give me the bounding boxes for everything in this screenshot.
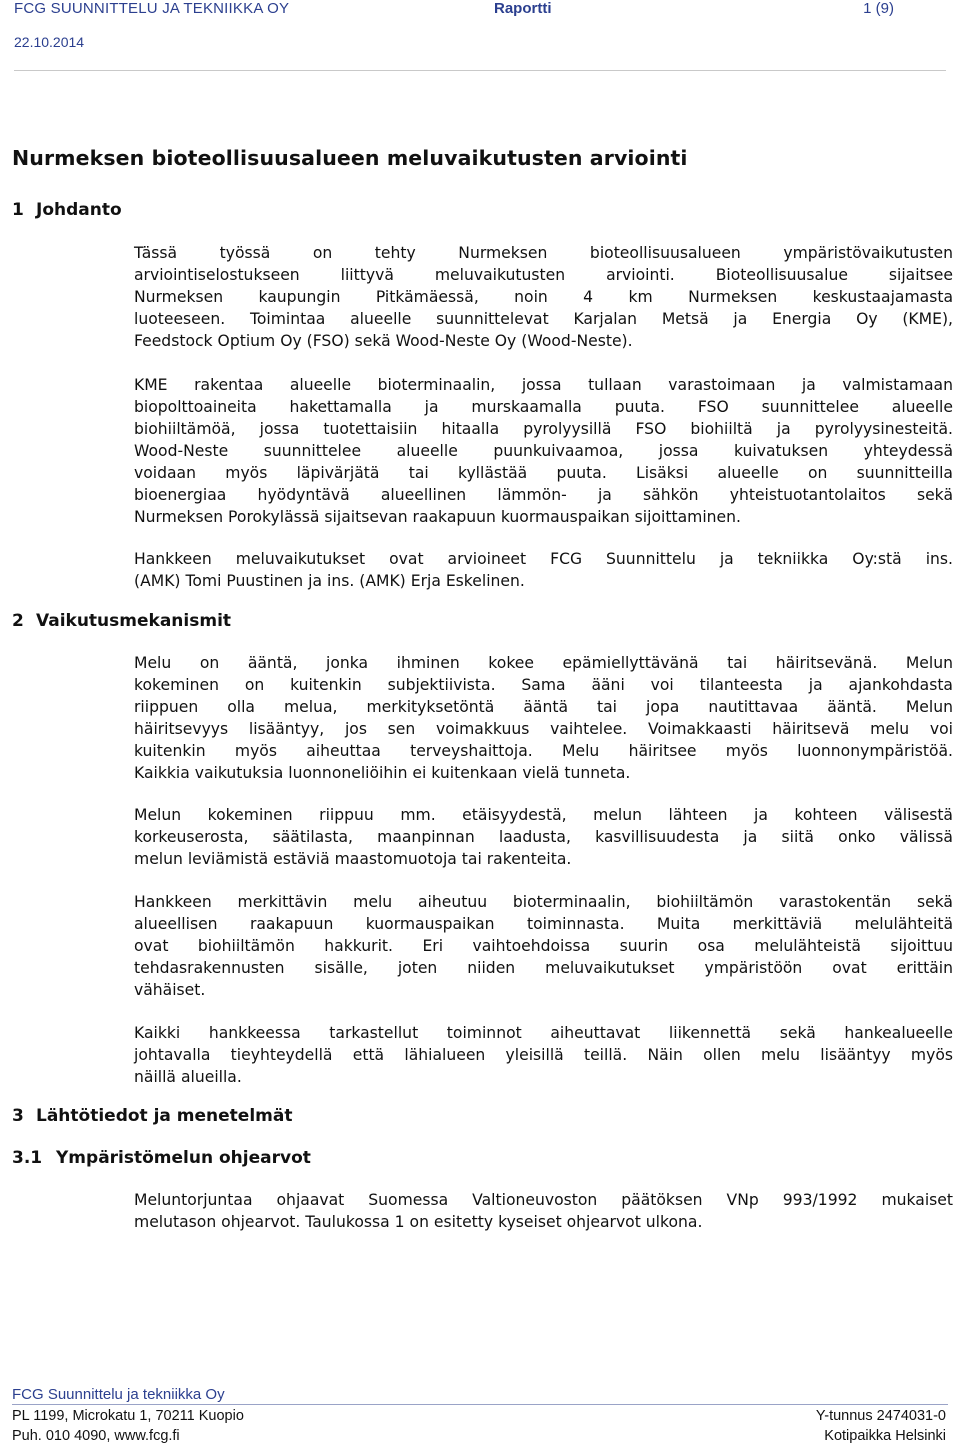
text-line: biopolttoaineita hakettamalla ja murskaamalla puuta. FSO suunnittelee alueelle xyxy=(134,398,953,416)
text-line: häiritsevyys lisääntyy, jos sen voimakkuus vaihtelee. Voimakkaasti häiritsevä melu voi xyxy=(134,720,953,738)
paragraph xyxy=(134,374,953,528)
section-heading-johdanto xyxy=(12,200,122,220)
paragraph xyxy=(134,1189,953,1233)
section-number: 3.1 xyxy=(12,1148,43,1168)
section-heading-vaikutusmekanismit xyxy=(12,611,231,631)
footer-contact xyxy=(12,1406,244,1446)
text-line: Tässä työssä on tehty Nurmeksen bioteollisuusalueen ympäristövaikutusten xyxy=(134,244,953,262)
text-line: Kaikki hankkeessa tarkastellut toiminnot aiheuttavat liikennettä sekä hankealueelle xyxy=(134,1024,953,1042)
section-number: 2 xyxy=(12,611,24,631)
header-divider xyxy=(14,70,946,71)
section-title: Vaikutusmekanismit xyxy=(36,611,232,631)
paragraph xyxy=(134,891,953,1001)
text-line: Wood-Neste suunnittelee alueelle puunkuivaamoa, jossa kuivatuksen yhteydessä xyxy=(134,442,953,460)
text-line: biohiiltämöä, jossa tuotettaisiin hitaalla pyrolyysillä FSO biohiiltä ja pyrolyysinesteitä. xyxy=(134,420,953,438)
footer-business-id: Y-tunnus 2474031-0 xyxy=(815,1408,946,1424)
header-page-number: 1 (9) xyxy=(863,0,894,17)
document-title: Nurmeksen bioteollisuusalueen meluvaikutusten arviointi xyxy=(12,146,688,170)
text-line: luoteeseen. Toimintaa alueelle suunnittelevat Karjalan Metsä ja Energia Oy (KME), xyxy=(134,310,953,328)
text-line: bioenergiaa hyödyntävä alueellinen lämmön- ja sähkön yhteistuotantolaitos sekä xyxy=(134,486,953,504)
footer-company: FCG Suunnittelu ja tekniikka Oy xyxy=(12,1386,225,1403)
footer-registration xyxy=(816,1406,946,1446)
subsection-heading-ohjearvot xyxy=(12,1148,311,1168)
text-line: melun leviämistä estäviä maastomuotoja tai rakenteita. xyxy=(134,850,572,868)
text-line: Nurmeksen kaupungin Pitkämäessä, noin 4 km Nurmeksen keskustaajamasta xyxy=(134,288,953,306)
paragraph xyxy=(134,1022,953,1088)
text-line: Nurmeksen Porokylässä sijaitsevan raakapuun kuormauspaikan sijoittaminen. xyxy=(134,508,741,526)
text-line: korkeuserosta, säätilasta, maanpinnan laadusta, kasvillisuudesta ja siitä onko välissä xyxy=(134,828,953,846)
text-line: vähäiset. xyxy=(134,981,206,999)
footer-address: PL 1199, Microkatu 1, 70211 Kuopio xyxy=(12,1408,244,1424)
footer-divider xyxy=(12,1404,948,1405)
paragraph xyxy=(134,548,953,592)
footer-phone-web: Puh. 010 4090, www.fcg.fi xyxy=(12,1428,180,1444)
paragraph xyxy=(134,242,953,352)
section-heading-lahtotiedot xyxy=(12,1106,292,1126)
section-title: Johdanto xyxy=(36,200,122,220)
paragraph xyxy=(134,652,953,784)
text-line: riippuen olla melua, merkityksetöntä ääntä tai jopa nautittavaa ääntä. Melun xyxy=(134,698,953,716)
text-line: alueellisen raakapuun kuormauspaikan toiminnasta. Muita merkittäviä melulähteitä xyxy=(134,915,953,933)
text-line: arviointiselostukseen liittyvä meluvaikutusten arviointi. Bioteollisuusalue sijaitsee xyxy=(134,266,953,284)
header-company: FCG SUUNNITTELU JA TEKNIIKKA OY xyxy=(14,0,290,17)
text-line: kuitenkin myös aiheuttaa terveyshaittoja. Melu häiritsee myös luonnonympäristöä. xyxy=(134,742,953,760)
text-line: ovat biohiiltämön hakkurit. Eri vaihtoehdoissa suurin osa melulähteistä sijoittuu xyxy=(134,937,953,955)
text-line: Melu on ääntä, jonka ihminen kokee epämiellyttävänä tai häiritsevänä. Melun xyxy=(134,654,953,672)
text-line: Melun kokeminen riippuu mm. etäisyydestä, melun lähteen ja kohteen välisestä xyxy=(134,806,953,824)
text-line: Kaikkia vaikutuksia luonnoneliöihin ei kuitenkaan vielä tunneta. xyxy=(134,764,631,782)
header-date: 22.10.2014 xyxy=(14,34,85,50)
text-line: kokeminen on kuitenkin subjektiivista. Sama ääni voi tilanteesta ja ajankohdasta xyxy=(134,676,953,694)
text-line: tehdasrakennusten sisälle, joten niiden meluvaikutukset ympäristöön ovat erittäin xyxy=(134,959,953,977)
footer-domicile: Kotipaikka Helsinki xyxy=(824,1428,946,1444)
section-title: Lähtötiedot ja menetelmät xyxy=(36,1106,293,1126)
paragraph xyxy=(134,804,953,870)
text-line: voidaan myös läpivärjätä tai kyllästää puuta. Lisäksi alueelle on suunnitteilla xyxy=(134,464,953,482)
text-line: näillä alueilla. xyxy=(134,1068,242,1086)
section-number: 3 xyxy=(12,1106,24,1126)
text-line: (AMK) Tomi Puustinen ja ins. (AMK) Erja Eskelinen. xyxy=(134,572,525,590)
section-number: 1 xyxy=(12,200,24,220)
header-doc-type: Raportti xyxy=(494,0,552,17)
text-line: Meluntorjuntaa ohjaavat Suomessa Valtioneuvoston päätöksen VNp 993/1992 mukaiset xyxy=(134,1191,953,1209)
text-line: KME rakentaa alueelle bioterminaalin, jossa tullaan varastoimaan ja valmistamaan xyxy=(134,376,953,394)
text-line: Hankkeen merkittävin melu aiheutuu bioterminaalin, biohiiltämön varastokentän sekä xyxy=(134,893,953,911)
text-line: johtavalla tieyhteydellä että lähialueen yleisillä teillä. Näin ollen melu lisääntyy myös xyxy=(134,1046,953,1064)
text-line: melutason ohjearvot. Taulukossa 1 on esitetty kyseiset ohjearvot ulkona. xyxy=(134,1213,703,1231)
text-line: Feedstock Optium Oy (FSO) sekä Wood-Neste Oy (Wood-Neste). xyxy=(134,332,633,350)
text-line: Hankkeen meluvaikutukset ovat arvioineet FCG Suunnittelu ja tekniikka Oy:stä ins. xyxy=(134,550,953,568)
section-title: Ympäristömelun ohjearvot xyxy=(56,1148,311,1168)
